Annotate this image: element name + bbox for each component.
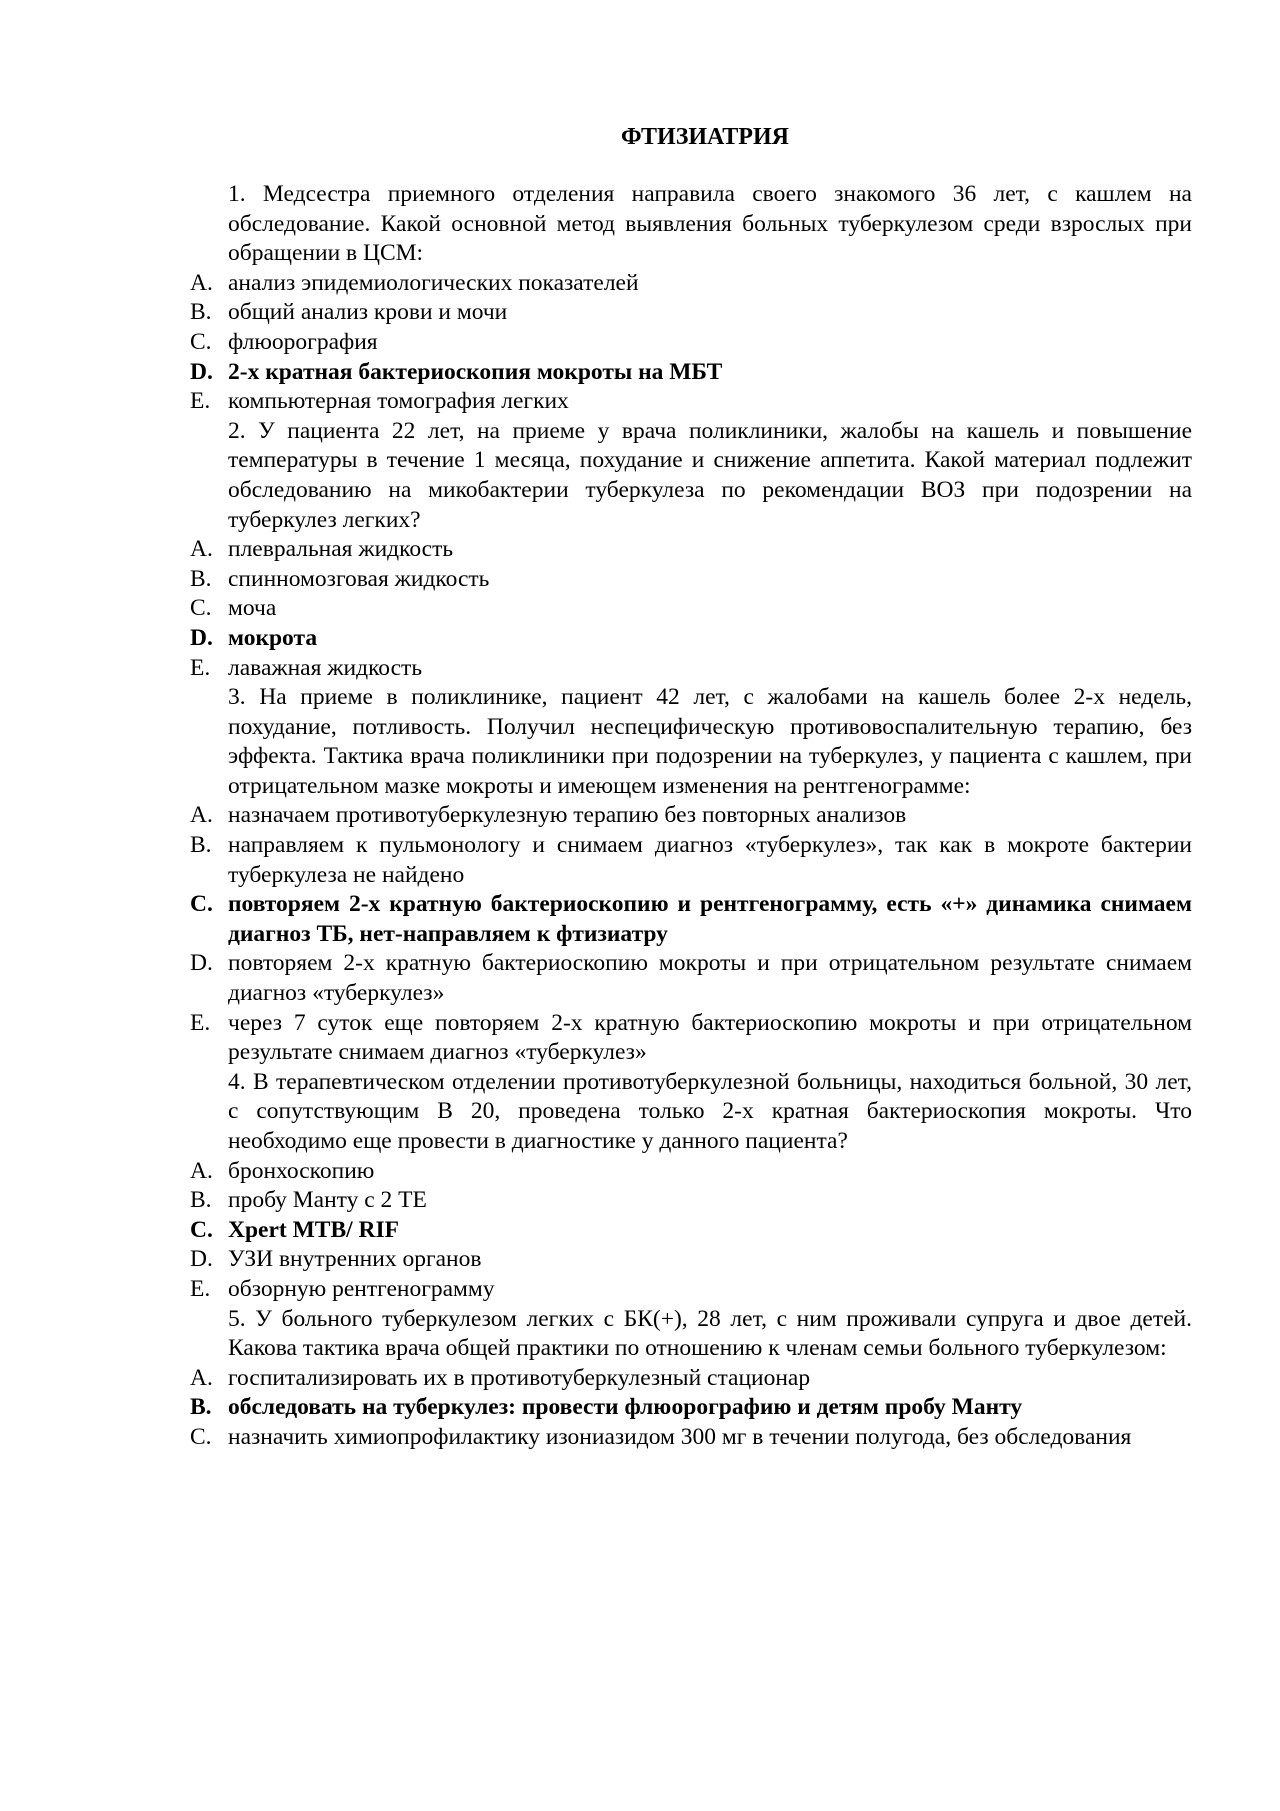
option-letter: B.	[190, 1394, 212, 1421]
answer-option-correct	[190, 1216, 1192, 1246]
option-text: флюорография	[228, 328, 378, 355]
question-text: 3. На приеме в поликлинике, пациент 42 лет, с жалобами на кашель более 2-х недель, похудание, потливость. Получил неспецифическую противовоспалительную терапию, без эффекта. Тактика врача поликлиники при подозрении на туберкулез, у пациента с кашлем, при отрицательном мазке мокроты и имеющем изменения на рентгенограмме:	[228, 684, 1192, 799]
question-block	[190, 1305, 1192, 1453]
answer-option	[190, 328, 1192, 358]
answer-option-correct	[190, 358, 1192, 388]
answer-option	[190, 831, 1192, 890]
answer-option	[190, 1275, 1192, 1305]
answer-option	[190, 1245, 1192, 1275]
option-text: лаважная жидкость	[228, 654, 423, 681]
answer-option	[190, 949, 1192, 1008]
question-block	[190, 417, 1192, 683]
option-letter: B.	[190, 299, 212, 326]
option-text: назначить химиопрофилактику изониазидом 300 мг в течении полугода, без обследования	[228, 1423, 1132, 1450]
option-letter: D.	[190, 358, 213, 385]
option-letter: A.	[190, 802, 213, 829]
option-text: общий анализ крови и мочи	[228, 299, 508, 326]
option-text: через 7 суток еще повторяем 2-х кратную бактериоскопию мокроты и при отрицательном результате снимаем диагноз «туберкулез»	[228, 1009, 1192, 1066]
option-text: УЗИ внутренних органов	[228, 1246, 482, 1273]
option-letter: C.	[190, 595, 212, 622]
option-letter: B.	[190, 832, 212, 859]
option-letter: C.	[190, 891, 213, 918]
answer-option	[190, 535, 1192, 565]
answer-option	[190, 1364, 1192, 1394]
option-letter: D.	[190, 950, 213, 977]
option-letter: E.	[190, 388, 211, 415]
option-letter: E.	[190, 654, 211, 681]
answer-option-correct	[190, 624, 1192, 654]
question-text: 5. У больного туберкулезом легких с БК(+), 28 лет, с ним проживали супруга и двое детей. Какова тактика врача общей практики по отношению к членам семьи больного туберкулезом:	[228, 1305, 1192, 1362]
answer-option	[190, 565, 1192, 595]
option-letter: E.	[190, 1009, 211, 1036]
option-letter: D.	[190, 624, 213, 651]
option-text: спинномозговая жидкость	[228, 565, 490, 592]
option-letter: B.	[190, 565, 212, 592]
answer-option	[190, 269, 1192, 299]
option-letter: A.	[190, 1364, 213, 1391]
option-letter: C.	[190, 1423, 212, 1450]
answer-option	[190, 1423, 1192, 1453]
option-letter: C.	[190, 328, 212, 355]
question-block	[190, 1068, 1192, 1305]
answer-option	[190, 1157, 1192, 1187]
question-text: 4. В терапевтическом отделении противотуберкулезной больницы, находиться больной, 30 лет, с сопутствующим В 20, проведена только 2-х кратная бактериоскопия мокроты. Что необходимо еще провести в диагностике у данного пациента?	[228, 1068, 1192, 1154]
answer-option	[190, 594, 1192, 624]
question-block	[190, 180, 1192, 417]
option-text: госпитализировать их в противотуберкулезный стационар	[228, 1364, 811, 1391]
option-text: обследовать на туберкулез: провести флюорографию и детям пробу Манту	[228, 1394, 1023, 1421]
option-text: Xpert MTB/ RIF	[228, 1216, 400, 1243]
answer-option	[190, 801, 1192, 831]
option-text: направляем к пульмонологу и снимаем диагноз «туберкулез», так как в мокроте бактерии туберкулеза не найдено	[228, 832, 1192, 888]
page-title: ФТИЗИАТРИЯ	[621, 124, 789, 150]
option-letter: B.	[190, 1187, 212, 1214]
option-text: повторяем 2-х кратную бактериоскопию и рентгенограмму, есть «+» динамика снимаем диагноз ТБ, нет-направляем к фтизиатру	[228, 891, 1192, 947]
answer-option	[190, 387, 1192, 417]
option-letter: C.	[190, 1216, 213, 1243]
option-text: моча	[228, 595, 277, 622]
option-text: назначаем противотуберкулезную терапию без повторных анализов	[228, 802, 907, 829]
option-text: плевральная жидкость	[228, 536, 454, 563]
answer-option	[190, 654, 1192, 684]
option-text: повторяем 2-х кратную бактериоскопию мокроты и при отрицательном результате снимаем диагноз «туберкулез»	[228, 950, 1192, 1007]
option-letter: A.	[190, 269, 213, 296]
answer-option-correct	[190, 1393, 1192, 1423]
questions-list	[190, 180, 1192, 1453]
option-text: мокрота	[228, 624, 318, 651]
question-text: 2. У пациента 22 лет, на приеме у врача поликлиники, жалобы на кашель и повышение температуры в течение 1 месяца, похудание и снижение аппетита. Какой материал подлежит обследованию на микобактерии туберкулеза по рекомендации ВОЗ при подозрении на туберкулез легких?	[228, 417, 1192, 533]
answer-option-correct	[190, 890, 1192, 949]
option-text: компьютерная томография легких	[228, 388, 569, 415]
option-letter: A.	[190, 1157, 213, 1184]
answer-option	[190, 298, 1192, 328]
option-text: пробу Манту с 2 ТЕ	[228, 1187, 427, 1214]
answer-option	[190, 1009, 1192, 1068]
option-letter: E.	[190, 1275, 211, 1302]
option-letter: D.	[190, 1246, 213, 1273]
answer-option	[190, 1186, 1192, 1216]
option-text: анализ эпидемиологических показателей	[228, 269, 639, 296]
option-text: 2-х кратная бактериоскопия мокроты на МБТ	[228, 358, 723, 385]
option-text: обзорную рентгенограмму	[228, 1275, 495, 1302]
question-block	[190, 683, 1192, 1068]
option-letter: A.	[190, 536, 213, 563]
question-text: 1. Медсестра приемного отделения направила своего знакомого 36 лет, с кашлем на обследование. Какой основной метод выявления больных туберкулезом среди взрослых при обращении в ЦСМ:	[228, 181, 1192, 267]
option-text: бронхоскопию	[228, 1157, 375, 1184]
